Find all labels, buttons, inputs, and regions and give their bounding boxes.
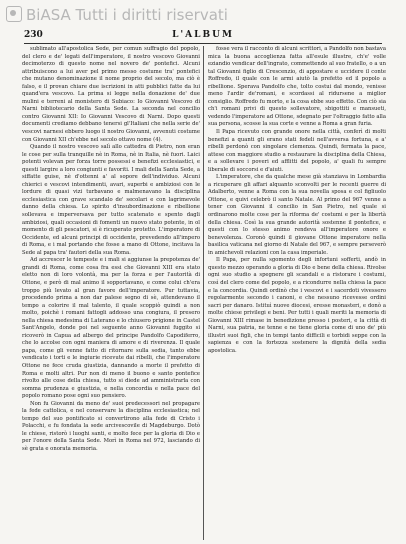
journal-title: L'ALBUM: [172, 30, 234, 40]
page-number: 230: [24, 30, 43, 40]
paragraph: fosse vera il racconto di alcuni scrittori, a Pandolfo non bastava mica la buona accoglienza fatta all'esule illustre, ch'e' volle eziandio vendicar dell'ingrato, commettendo al suo fratello, o a un tal Giovanni figlio di Crescenzio, di appostare e uccidere il conte Roffredo, il quale con le armi aiutò la prefetto ed il popolo a ribellione. Sperava Pandolfo che, tolto costui dal mondo, venisse meno l'ardir de'romani, e scordassi al ridursene a miglior consiglio. Roffredo fu morto, e la cosa ebbe suo effetto. Con ciò sia ch'i romani privi di questo sollevatore, sbigottiti e mansueti, vedendo l'imperatore ad Ottone, sdegnato per l'oltraggio fatto alla sua persona, scosse la sua corte e venne a Roma a gran furia.: [208, 46, 386, 128]
header-rule: [24, 43, 382, 44]
column-divider: [203, 46, 204, 540]
paragraph: Il Papa ricevuto con grande onore nella città, conferì di molti benefizi a quanti gli erano stati fedeli nell'avversa fortuna, e a' ribelli perdonò con singolare clemenza. Quindi, fermata la pace, attese con maggiore studio a restaurare la disciplina della Chiesa, e a sollevare i poveri ed afflitti del popolo, a' quali fu sempre liberale di soccorsi e d'aiuti.: [208, 129, 386, 173]
article-columns: [22, 46, 386, 540]
paragraph: Il Papa, per nulla sgomento degli infortuni sofferti, andò in questo mezzo operando a gloria di Dio e bene della chiesa. Rivolse ogni suo studio a spegnere gli scandali e a ristorare i costumi, così del clero come del popolo, e a ricondurre nella chiesa la pace e la concordia. Quindi ordinò che i vescovi e i sacerdoti vivessero regolarmente secondo i canoni, e che nessuno ricevesse ordini sacri per danaro. Istituì nuove diocesi, eresse monasteri, e donò a molte chiese privilegi e beni. Per tutti i quali meriti la memoria di Giovanni XIII rimase in benedizione presso i posteri, e la città di Narni, sua patria, ne tenne e ne tiene gloria come di uno de' più illustri suoi figli, che in tempi tanto difficili e torbidi seppe con la sapienza e con la fortezza sostenere la dignità della sedia apostolica.: [208, 257, 386, 354]
left-column: [22, 46, 200, 540]
paragraph: Quando il nostro vescovo salì allo cattedra di Pietro, non eran le cose per sulla tranquille nè in Roma, nè in Italia, nè fuori. Laici potenti volevan per forza torre possessi e benefizi ecclesiastici, e questi largire a loro congiunti e favoriti. I mali della Santa Sede, a siffatte guise, nè d'ottenni a' al sopore dell'individuo. Alcuni chierici e vescovi intendimenti, avari, superbi e ambiziosi con le lordure di quasi vizi turbavano e malmenavano la disciplina ecclesiastica con grave scandalo de' secolari e con lagrimevole danno della chiesa. Lo spirito d'insubordinazione e ribellione sollevava e imperversava per tutto scatenato e spento dagli ambiziosi, quali occasioni di fomenti un nuovo stato potente, in ol momento di gli pescatori, si è ricuperato protetto. L'imperatore di Occidente, ed alcuni principi di occidente, prevedendo all'impero di Roma, e i mal portando che fosse a mano di Ottone, incitava la Sede al papa tra' fautori della sua Roma.: [22, 144, 200, 256]
watermark-text: BiASA Tutti i diritti riservati: [26, 6, 228, 24]
right-column: [208, 46, 386, 540]
watermark: [0, 0, 406, 30]
paragraph: sublimato all'apostolica Sede, per comun suffragio del popolo, del clero e de' legati dell'imperatore, il nostro vescovo Giovanni decimoterzo di questo nome nel novero de' pontefici. Alcuni attribuiscono a lui aver pel primo messo costume tra' pontefici che mutano denominazione il nome proprio del secolo, ma ciò è falso, e il provan chiare due iscrizioni in atti pubblici fatte da lui quand'era vescovo. La prima si legge nella donazione de' due mulini e terreni al monistero di Subiaco: Io Giovanni Vescovo di Narni bibliotecario della Santa Sede. La seconda nel concilio contro Giovanni XII: Io Giovanni Vescovo di Narni. Dopo questi documenti crediamo debbano tenersi gl'Italiani che nella serie de' vescovi narnesi ebbero luogo il nostro Giovanni, avvenuti costume con Giovanni XII ch'ebbe nel secolo ottavo nome (4).: [22, 46, 200, 143]
paragraph: Ad accrescer le tempeste e i mali si aggiunse la prepotenza de' grandi di Roma, come cosa fra essi che Giovanni XIII era stato eletto non di loro volontà, ma per la forza e per l'autorità di Ottone, e però di mal animo il sopportavano, e come colui ch'era troppo più levato al gran favore dell'imperatore. Pur tuttavia, procedendo prima a non dar palese segno di sè, attendevano il tempo a colorire il mal talento, il quale scoppiò quindi a non molto, poichè i romani fattogli addosso una congiura, il presero nella chiesa medesima di Laterano e lo chiusero prigione in Castel Sant'Angelo, donde poi nel seguente anno Giovanni fuggito si ricoverò in Capua ad albergo del principe Pandolfo Capodiferro, che lo accolse con ogni maniera di amore e di riverenza. Il quale papa, come gli venne fatto di ritornare sulla sedia, tanto ebbe vendicato i torti e le ingiurie ricevute dai ribelli, che l'imperatore Ottone ne fece cruda giustizia, dannando a morte il prefetto di Roma e molti altri. Pur non di meno il buono e santo pontefice rivolto alle cose della chiesa, tutto si diede ad amministrarla con somma prudenza e giustizia, e nella concordia e nella pace del popolo romano pose ogni suo pensiero.: [22, 257, 200, 400]
page-header: [24, 28, 382, 42]
paragraph: L'imperatore, che da qualche mese già stanziava in Lombardia a ricuperare gli affari alquanto sconvolti per le recenti guerre di Adalberto, venne a Roma con la sua novella sposa e col figliuolo Ottone, e quivi celebrò il santo Natale. Al primo del 967 venne a tener con Giovanni il concilio in San Pietro, nel quale si ordinarono molte cose per la riforma de' costumi e per la libertà della chiesa. Così la sua grande autorità sostenne il pontefice, e questi con lo stesso animo rendeva all'imperatore onore e benevolenza. Coronò quindi il giovane Ottone imperatore nella basilica vaticana nel giorno di Natale del 967, e sempre perseverò in amichevoli relazioni con la casa imperiale.: [208, 174, 386, 256]
paragraph: Non fu Giovanni da meno de' suoi predecessori nel propagare la fede cattolica, e nel conservare la disciplina ecclesiastica; nel tempo del suo pontificato si convertirono alla fede di Cristo i Polacchi, e fu fondata la sede arcivescovile di Magdeburgo. Dotò le chiese, ristorò i luoghi santi, e molto fece per la gloria di Dio e per l'onore della Santa Sede. Morì in Roma nel 972, lasciando di sè grata e onorata memoria.: [22, 400, 200, 452]
library-logo-icon: [6, 6, 22, 22]
